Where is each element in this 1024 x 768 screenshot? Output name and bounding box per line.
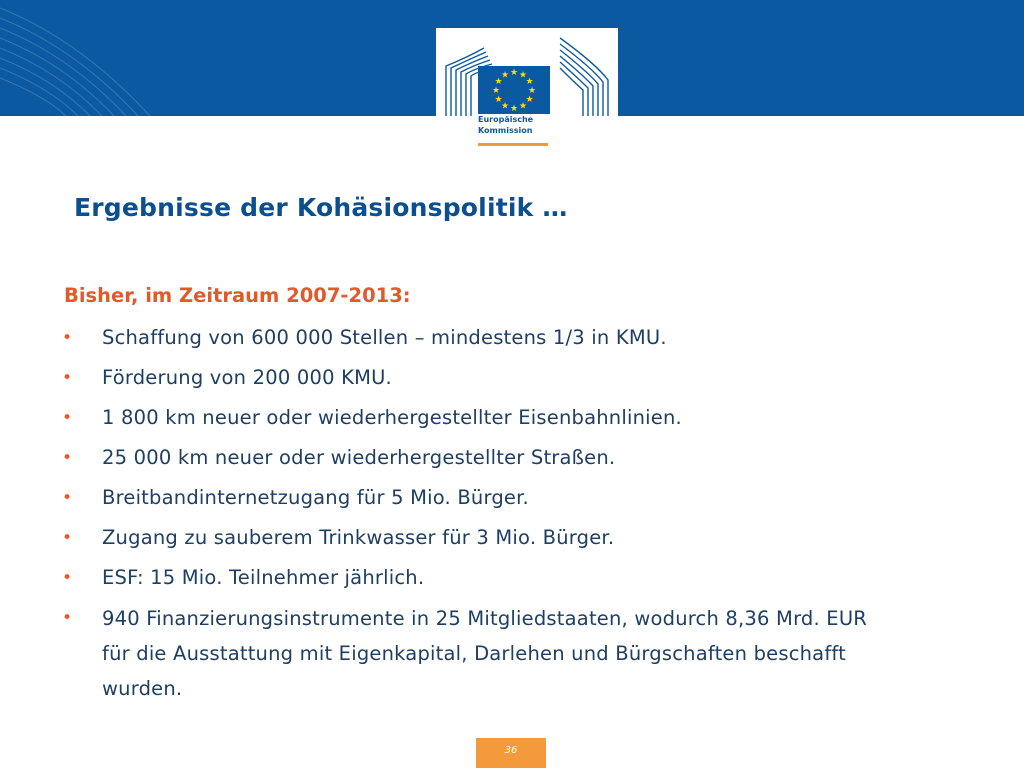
bullet-text: Schaffung von 600 000 Stellen – mindestens 1/3 in KMU. bbox=[102, 326, 667, 349]
bullet-dot-icon: • bbox=[62, 528, 73, 548]
bullet-text: 1 800 km neuer oder wiederhergestellter Eisenbahnlinien. bbox=[102, 406, 682, 429]
bullet-item bbox=[60, 441, 900, 475]
svg-text:★: ★ bbox=[518, 70, 528, 81]
bullet-list bbox=[60, 321, 900, 712]
bullet-dot-icon: • bbox=[62, 608, 73, 628]
bullet-item bbox=[60, 361, 900, 395]
logo-line-2: Kommission bbox=[478, 126, 533, 135]
bullet-text: Breitbandinternetzugang für 5 Mio. Bürger. bbox=[102, 486, 529, 509]
logo-accent-bar bbox=[478, 143, 548, 146]
bullet-text: ESF: 15 Mio. Teilnehmer jährlich. bbox=[102, 566, 425, 589]
bullet-dot-icon: • bbox=[62, 328, 73, 348]
bullet-item bbox=[60, 561, 900, 595]
svg-text:★: ★ bbox=[500, 70, 510, 81]
logo-line-1: Europäische bbox=[478, 115, 534, 124]
page-number: 36 bbox=[504, 745, 518, 756]
bullet-item bbox=[60, 601, 900, 706]
european-commission-logo-icon bbox=[436, 28, 618, 118]
svg-text:★: ★ bbox=[525, 95, 534, 105]
bullet-text: 940 Finanzierungsinstrumente in 25 Mitgliedstaaten, wodurch 8,36 Mrd. EUR für die Ausstattung mit Eigenkapital, Darlehen und Bürgschaften beschafft wurden. bbox=[102, 607, 868, 700]
logo-wordmark bbox=[478, 114, 588, 136]
bullet-item bbox=[60, 481, 900, 515]
bullet-text: 25 000 km neuer oder wiederhergestellter Straßen. bbox=[102, 446, 616, 469]
bullet-dot-icon: • bbox=[62, 568, 73, 588]
svg-text:★: ★ bbox=[494, 77, 503, 87]
svg-text:★: ★ bbox=[491, 86, 501, 96]
slide-title: Ergebnisse der Kohäsionspolitik … bbox=[74, 193, 568, 222]
slide-subtitle: Bisher, im Zeitraum 2007-2013: bbox=[64, 284, 411, 307]
svg-text:★: ★ bbox=[527, 86, 537, 96]
svg-text:★: ★ bbox=[500, 101, 510, 112]
bullet-item bbox=[60, 401, 900, 435]
svg-text:★: ★ bbox=[509, 68, 519, 78]
bullet-item bbox=[60, 321, 900, 355]
bullet-dot-icon: • bbox=[62, 448, 73, 468]
bullet-text: Förderung von 200 000 KMU. bbox=[102, 366, 392, 389]
bullet-item bbox=[60, 521, 900, 555]
bullet-dot-icon: • bbox=[62, 488, 73, 508]
svg-text:★: ★ bbox=[509, 104, 519, 114]
svg-text:★: ★ bbox=[494, 95, 503, 105]
bullet-dot-icon: • bbox=[62, 368, 73, 388]
svg-text:★: ★ bbox=[518, 101, 528, 112]
bullet-dot-icon: • bbox=[62, 408, 73, 428]
svg-text:★: ★ bbox=[525, 77, 534, 87]
bullet-text: Zugang zu sauberem Trinkwasser für 3 Mio. Bürger. bbox=[102, 526, 615, 549]
